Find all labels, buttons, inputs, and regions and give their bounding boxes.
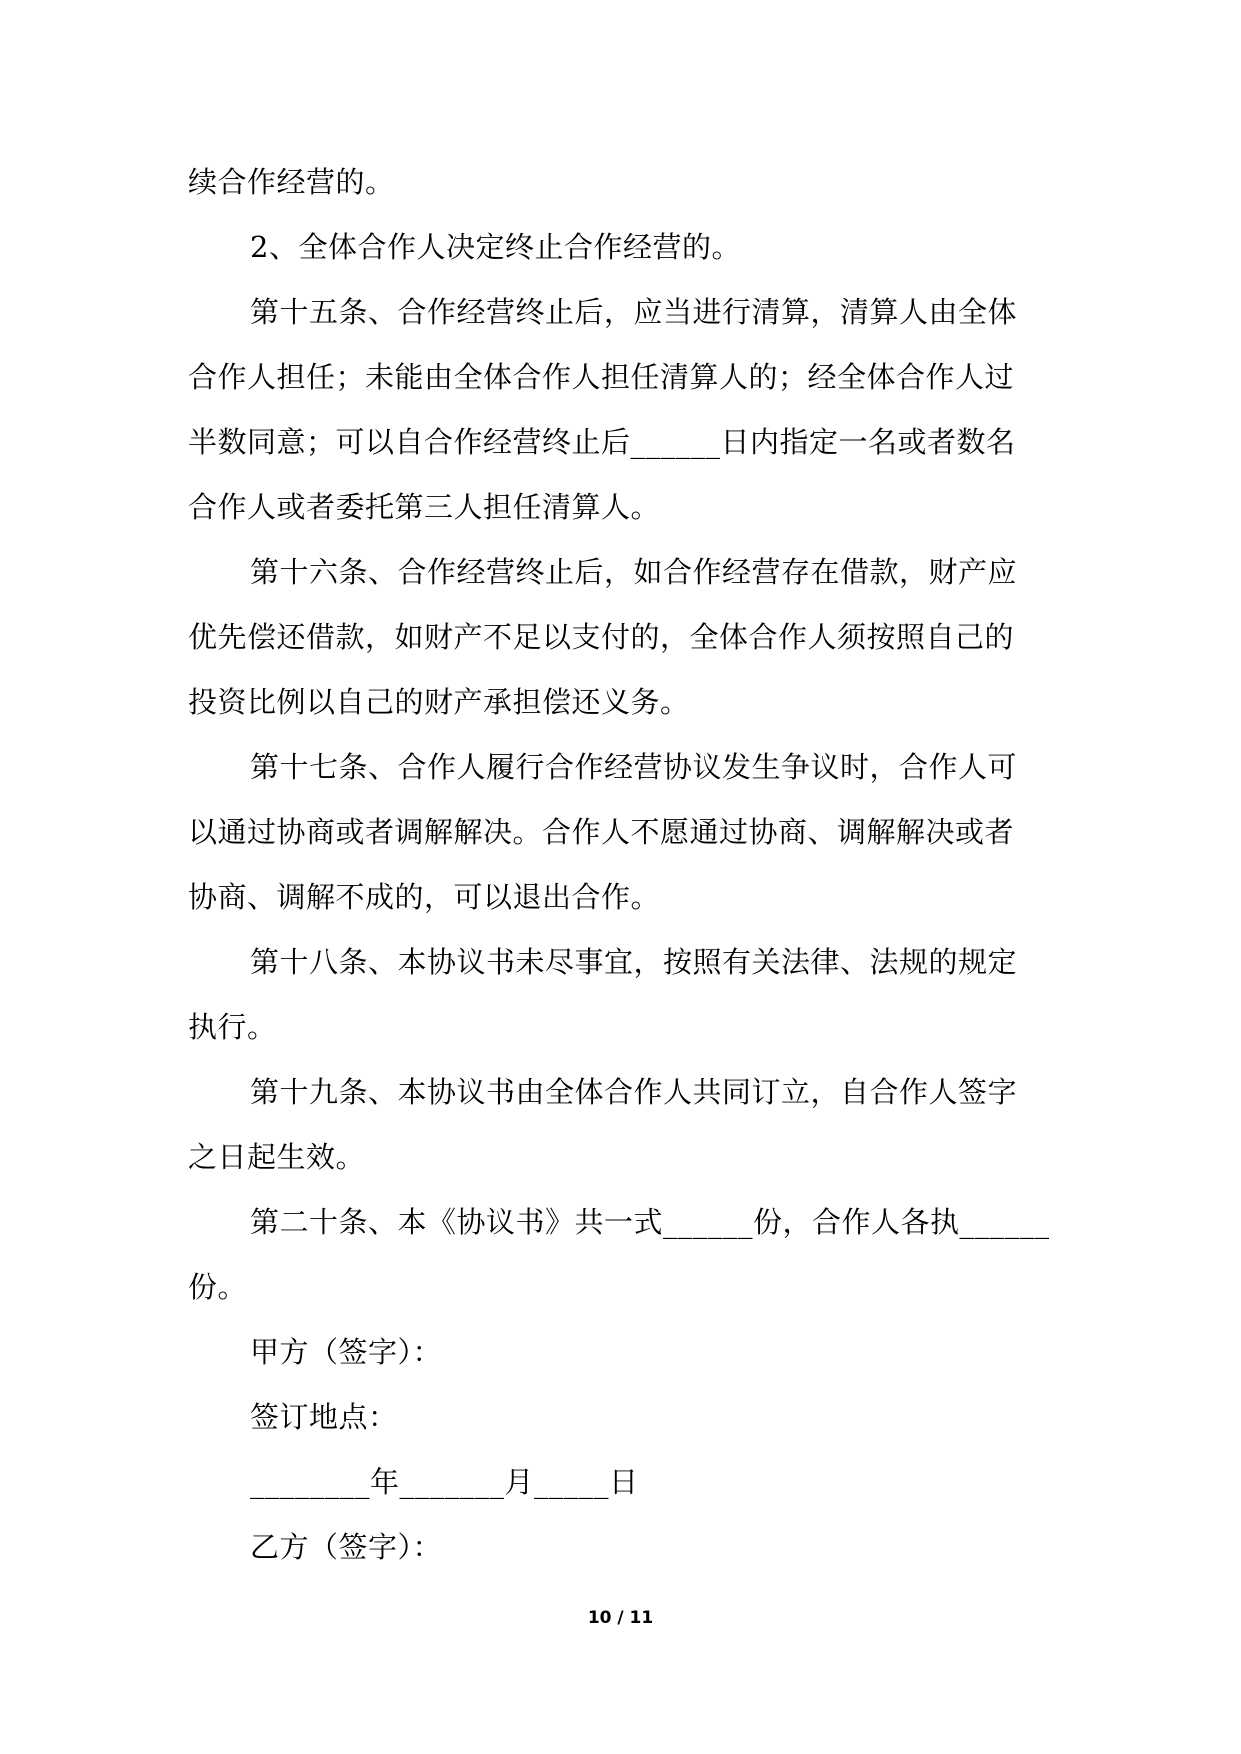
text-line: 优先偿还借款，如财产不足以支付的，全体合作人须按照自己的 — [188, 620, 1015, 654]
text-line: 以通过协商或者调解解决。合作人不愿通过协商、调解解决或者 — [188, 815, 1015, 849]
text-line: 第十六条、合作经营终止后，如合作经营存在借款，财产应 — [250, 555, 1018, 589]
text-line: 第十五条、合作经营终止后，应当进行清算，清算人由全体 — [250, 295, 1018, 329]
signing-location-line: 签订地点： — [250, 1400, 398, 1434]
page-number: 10 / 11 — [587, 1608, 654, 1628]
party-a-signature-line: 甲方（签字）： — [250, 1335, 443, 1369]
party-b-signature-line: 乙方（签字）： — [250, 1530, 443, 1564]
text-line: 2、全体合作人决定终止合作经营的。 — [250, 230, 741, 264]
text-line: 第十九条、本协议书由全体合作人共同订立，自合作人签字 — [250, 1075, 1018, 1109]
text-line: 投资比例以自己的财产承担偿还义务。 — [188, 685, 690, 719]
document-body — [188, 150, 1054, 1580]
text-line: 份。 — [188, 1270, 248, 1304]
text-line: 第十七条、合作人履行合作经营协议发生争议时，合作人可 — [250, 750, 1018, 784]
date-line: ________年_______月_____日 — [250, 1465, 639, 1499]
text-line: 第二十条、本《协议书》共一式______份，合作人各执______ — [250, 1205, 1050, 1239]
text-line: 执行。 — [188, 1010, 277, 1044]
text-line: 第十八条、本协议书未尽事宜，按照有关法律、法规的规定 — [250, 945, 1018, 979]
text-line: 之日起生效。 — [188, 1140, 366, 1174]
text-line: 合作人担任；未能由全体合作人担任清算人的；经全体合作人过 — [188, 360, 1015, 394]
text-line: 合作人或者委托第三人担任清算人。 — [188, 490, 661, 524]
text-line: 续合作经营的。 — [188, 165, 395, 199]
text-line: 半数同意；可以自合作经营终止后______日内指定一名或者数名 — [188, 425, 1016, 459]
text-line: 协商、调解不成的，可以退出合作。 — [188, 880, 661, 914]
